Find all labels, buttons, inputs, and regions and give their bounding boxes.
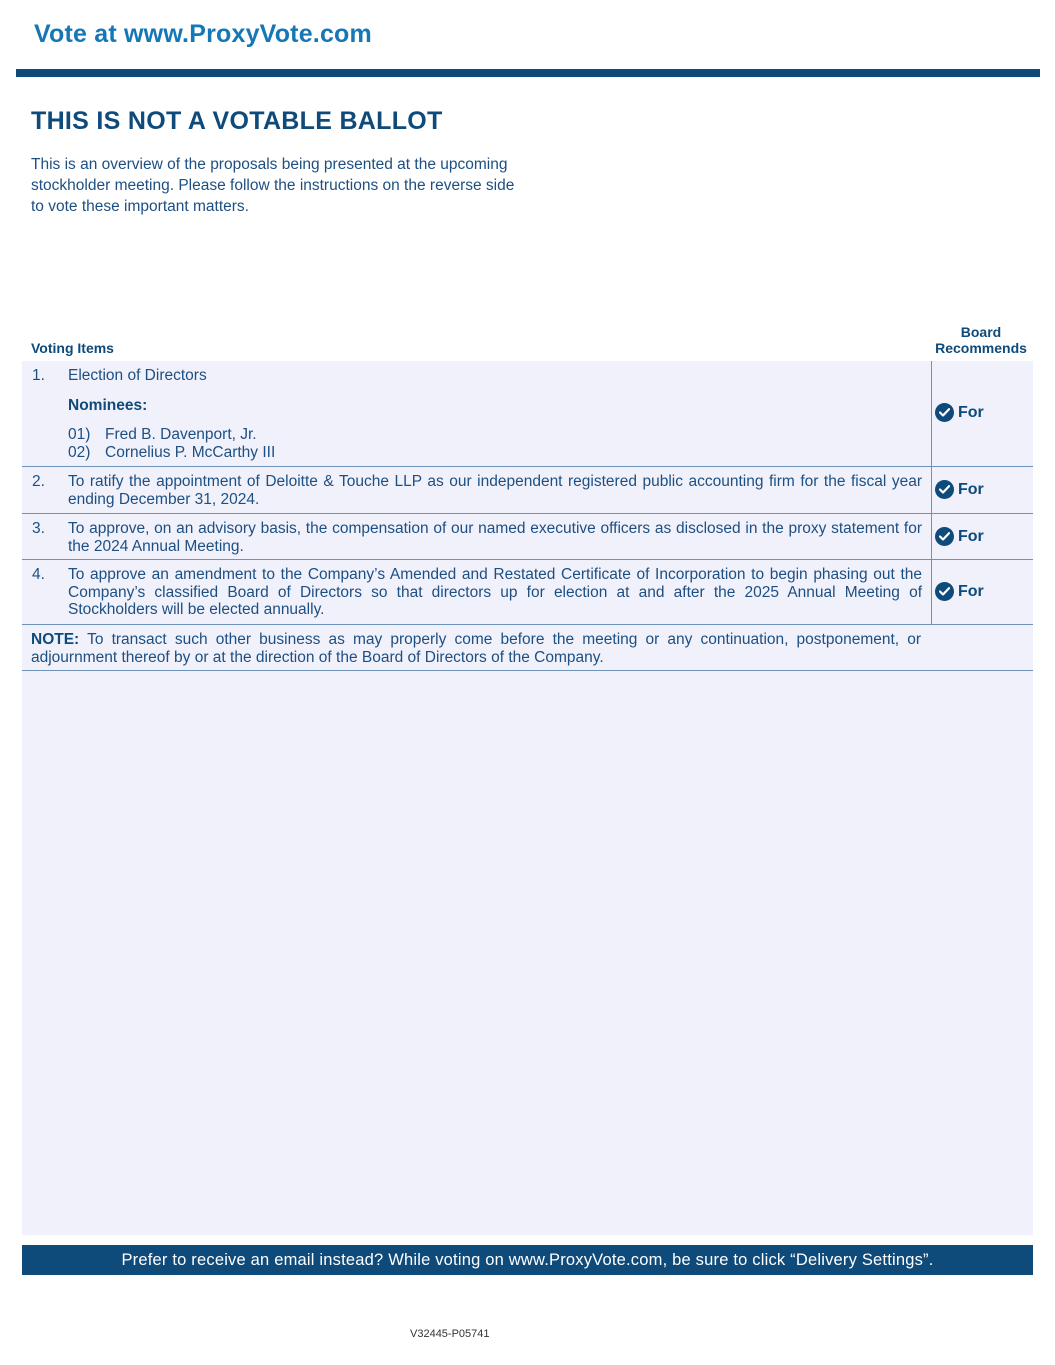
board-header-line2: Recommends [935, 340, 1027, 356]
intro-text: This is an overview of the proposals being presented at the upcoming stockholder meeting. Please follow the instructions on the reverse side to vote these important matters. [31, 156, 515, 215]
recommendation [935, 582, 984, 601]
nominee-item [68, 444, 922, 462]
nominee-item [68, 426, 922, 444]
check-circle-icon [935, 480, 954, 499]
voting-items-header: Voting Items [31, 340, 114, 356]
nominee-name: Cornelius P. McCarthy III [105, 443, 276, 461]
item-number: 1. [32, 367, 45, 384]
voting-item-2 [22, 467, 1033, 514]
nominees-label: Nominees: [68, 396, 148, 414]
column-divider [931, 467, 932, 513]
note-body: To transact such other business as may properly come before the meeting or any continuation, postponement, or adjournment thereof by or at the direction of the Board of Directors of the Company. [31, 631, 922, 666]
voting-item-1 [22, 361, 1033, 467]
recommendation-label: For [958, 480, 984, 498]
vote-link[interactable]: Vote at www.ProxyVote.com [34, 20, 372, 48]
recommendation-label: For [958, 582, 984, 600]
note-label: NOTE: [31, 631, 80, 648]
item-number: 3. [32, 520, 45, 537]
header-divider [16, 69, 1040, 77]
item-text: To approve, on an advisory basis, the compensation of our named executive officers as disclosed in the proxy statement for the 2024 Annual Meeting. [68, 520, 922, 555]
column-divider [931, 361, 932, 466]
email-delivery-banner: Prefer to receive an email instead? While voting on www.ProxyVote.com, be sure to click “Delivery Settings”. [22, 1245, 1033, 1275]
nominee-number: 02) [68, 443, 91, 461]
item-text: Election of Directors [68, 367, 207, 384]
check-circle-icon [935, 582, 954, 601]
recommendation [935, 480, 984, 499]
voting-item-4 [22, 560, 1033, 625]
check-circle-icon [935, 527, 954, 546]
recommendation-label: For [958, 527, 984, 545]
recommendation [935, 527, 984, 546]
recommendation-label: For [958, 403, 984, 421]
item-text: To ratify the appointment of Deloitte & Touche LLP as our independent registered public accounting firm for the fiscal year ending December 31, 2024. [68, 473, 922, 508]
item-number: 4. [32, 566, 45, 583]
nominee-number: 01) [68, 426, 91, 443]
note-row [22, 625, 1033, 671]
document-code: V32445-P05741 [410, 1328, 490, 1340]
voting-item-3 [22, 514, 1033, 560]
board-recommends-header [928, 324, 1034, 356]
item-number: 2. [32, 473, 45, 490]
column-divider [931, 560, 932, 624]
column-divider [931, 514, 932, 559]
note-text [31, 631, 921, 666]
check-circle-icon [935, 403, 954, 422]
page-title: THIS IS NOT A VOTABLE BALLOT [31, 107, 443, 135]
recommendation [935, 403, 984, 422]
nominee-name: Fred B. Davenport, Jr. [105, 426, 257, 443]
board-header-line1: Board [960, 324, 1002, 340]
item-text: To approve an amendment to the Company’s Amended and Restated Certificate of Incorporation to begin phasing out the Company’s classified Board of Directors so that directors up for election at and after the 2025 Annual Meeting of Stockholders will be elected annually. [68, 566, 922, 618]
